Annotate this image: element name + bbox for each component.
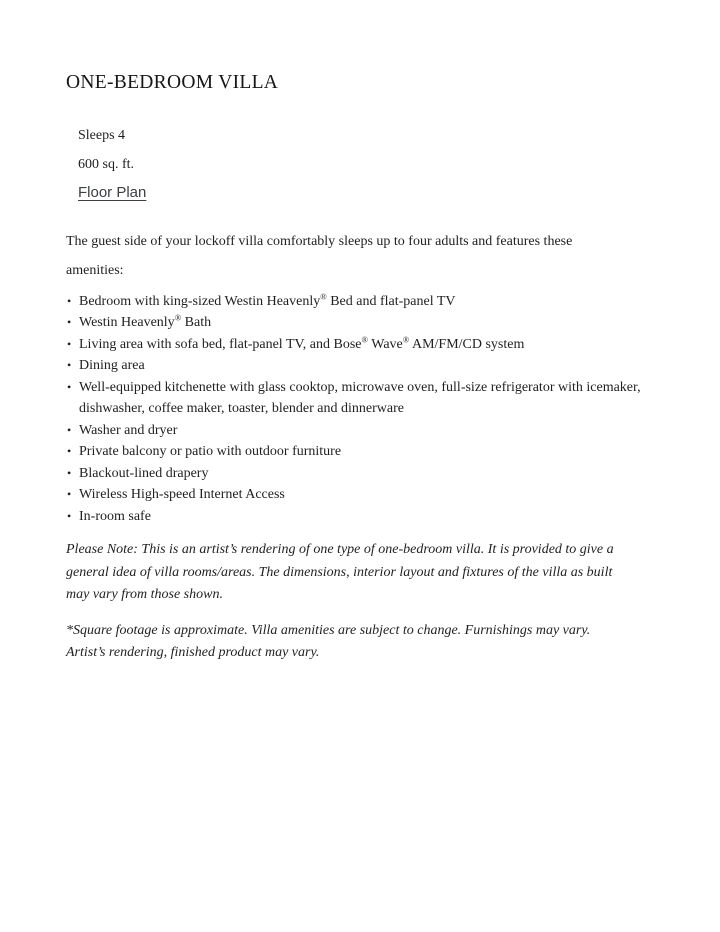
amenity-item bbox=[66, 334, 648, 356]
amenity-text: Bedroom with king-sized Westin Heavenly® Bed and flat-panel TV bbox=[79, 290, 456, 309]
disclaimer-note: *Square footage is approximate. Villa amenities are subject to change. Furnishings may vary. Artist’s rendering, finished product may vary. bbox=[66, 622, 591, 660]
amenity-text: Westin Heavenly® Bath bbox=[79, 312, 212, 330]
amenities-list bbox=[66, 291, 648, 528]
spec-list bbox=[78, 122, 656, 209]
rendering-note: Please Note: This is an artist’s rendering of one type of one-bedroom villa. It is provided to give a general idea of villa rooms/areas. The dimensions, interior layout and fixtures of the villa as built may vary from those shown. bbox=[66, 542, 614, 602]
bullet-icon: • bbox=[67, 487, 72, 501]
sleeps-value: Sleeps 4 bbox=[78, 128, 126, 143]
bullet-icon: • bbox=[67, 379, 72, 394]
bullet-icon: • bbox=[67, 422, 72, 437]
bullet-icon: • bbox=[67, 336, 72, 351]
bullet-icon: • bbox=[67, 293, 72, 308]
amenity-item bbox=[66, 484, 648, 506]
page-title: ONE-BEDROOM VILLA bbox=[66, 72, 279, 93]
bullet-icon: • bbox=[67, 508, 72, 523]
floor-plan-link[interactable]: Floor Plan bbox=[78, 184, 147, 201]
amenity-item bbox=[66, 441, 648, 463]
amenity-text: Private balcony or patio with outdoor furniture bbox=[79, 444, 342, 459]
intro-paragraph: The guest side of your lockoff villa comfortably sleeps up to four adults and features these amenities: bbox=[66, 233, 573, 278]
bullet-icon: • bbox=[67, 315, 72, 329]
amenity-item bbox=[66, 506, 648, 528]
amenity-text: Washer and dryer bbox=[79, 422, 178, 438]
amenity-item bbox=[66, 355, 648, 377]
amenity-item bbox=[66, 291, 648, 313]
bullet-icon: • bbox=[67, 358, 72, 372]
amenity-item bbox=[66, 463, 648, 485]
amenity-item bbox=[66, 377, 648, 420]
amenity-text: In-room safe bbox=[79, 508, 151, 524]
floor-plan-row bbox=[78, 179, 656, 209]
bullet-icon: • bbox=[67, 444, 72, 458]
amenity-text: Dining area bbox=[79, 358, 145, 373]
amenity-text: Wireless High-speed Internet Access bbox=[79, 487, 285, 502]
amenity-text: Blackout-lined drapery bbox=[79, 465, 209, 481]
amenity-item bbox=[66, 420, 648, 442]
bullet-icon: • bbox=[67, 465, 72, 480]
square-footage-value: 600 sq. ft. bbox=[78, 156, 134, 172]
amenity-item bbox=[66, 312, 648, 334]
amenity-text: Well-equipped kitchenette with glass cooktop, microwave oven, full-size refrigerator with icemaker, dishwasher, coffee maker, toaster, blender and dinnerware bbox=[79, 379, 641, 416]
amenity-text: Living area with sofa bed, flat-panel TV, and Bose® Wave® AM/FM/CD system bbox=[79, 333, 525, 352]
